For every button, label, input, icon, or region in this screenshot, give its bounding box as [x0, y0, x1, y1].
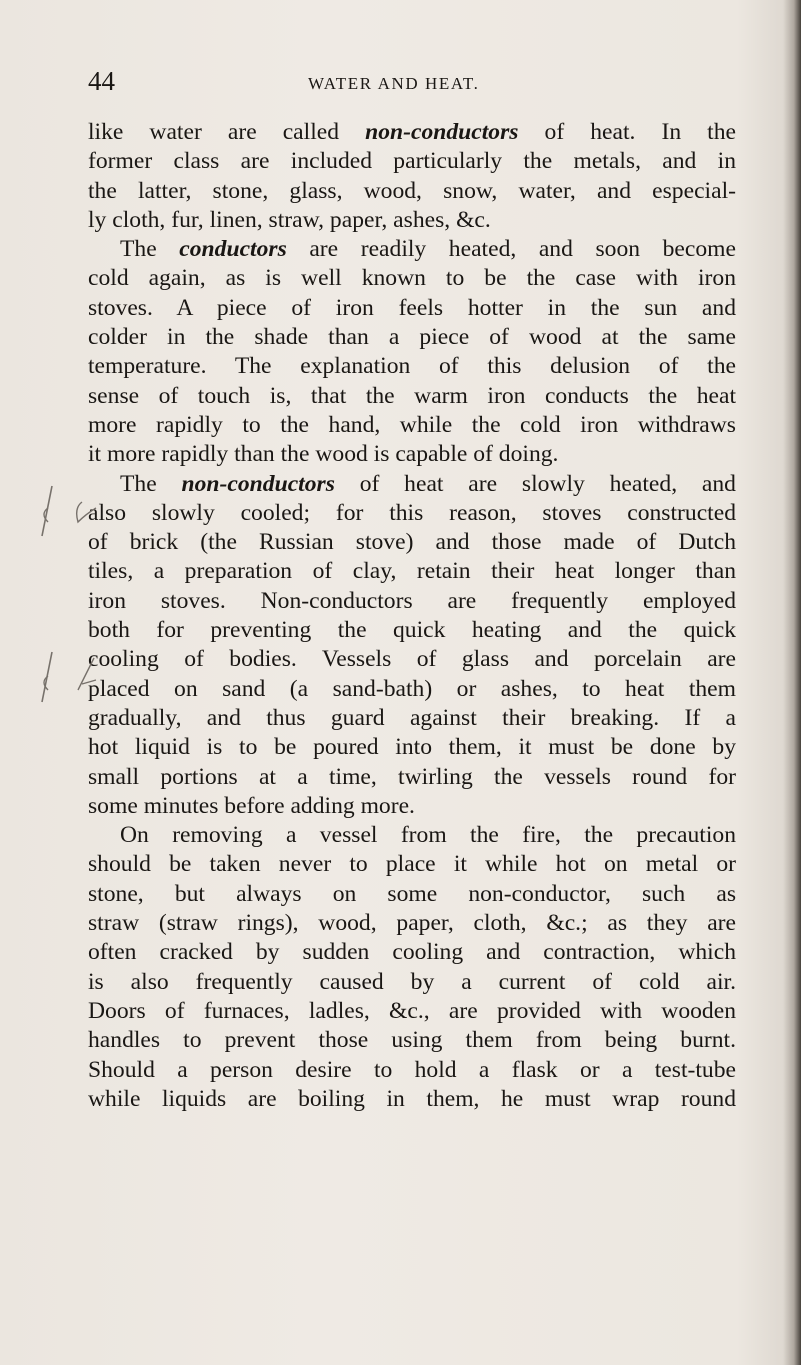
text-run: cold again, as is well known to be the case with iron [88, 265, 736, 292]
italic-term: non-conductors [181, 470, 335, 497]
text-line [88, 382, 736, 411]
text-line [88, 792, 736, 821]
text-run: stone, but always on some non-conductor, such as [88, 880, 736, 907]
text-run: handles to prevent those using them from being burnt. [88, 1027, 736, 1054]
text-line [88, 557, 736, 586]
italic-term: conductors [179, 236, 287, 263]
text-run: sense of touch is, that the warm iron conducts the heat [88, 382, 736, 409]
text-run: the latter, stone, glass, wood, snow, water, and especial- [88, 177, 736, 204]
text-line [88, 440, 736, 469]
text-line [88, 880, 736, 909]
text-run: placed on sand (a sand-bath) or ashes, to heat them [88, 675, 736, 702]
text-line [88, 968, 736, 997]
text-line [88, 1026, 736, 1055]
text-run: stoves. A piece of iron feels hotter in the sun and [88, 294, 736, 321]
text-run: Doors of furnaces, ladles, &c., are provided with wooden [88, 997, 736, 1024]
page-header [88, 66, 728, 100]
text-line [88, 323, 736, 352]
text-run: straw (straw rings), wood, paper, cloth, &c.; as they are [88, 910, 736, 937]
text-run: it more rapidly than the wood is capable of doing. [88, 441, 559, 468]
text-run: also slowly cooled; for this reason, stoves constructed [88, 499, 736, 526]
page-number: 44 [88, 66, 115, 96]
text-run: like water are called [88, 119, 366, 145]
text-line [88, 850, 736, 879]
text-line [88, 1056, 736, 1085]
text-run: should be taken never to place it while hot on metal or [88, 851, 736, 878]
text-line [88, 147, 736, 176]
text-run: some minutes before adding more. [88, 792, 415, 819]
text-run: while liquids are boiling in them, he must wrap round [88, 1085, 736, 1112]
pencil-mark-1 [38, 478, 108, 548]
text-run: The [120, 236, 180, 263]
text-line [88, 206, 736, 235]
text-run: of heat. In the [518, 119, 736, 145]
text-run: The [120, 470, 182, 497]
text-line [88, 294, 736, 323]
text-line [88, 645, 736, 674]
text-run: temperature. The explanation of this delusion of the [88, 353, 736, 380]
text-line [88, 235, 736, 264]
page-edge-shadow [783, 0, 801, 1365]
text-run: iron stoves. Non-conductors are frequently employed [88, 587, 736, 614]
text-run: both for preventing the quick heating and the quick [88, 617, 736, 644]
text-run: is also frequently caused by a current of cold air. [88, 968, 736, 995]
text-line [88, 470, 736, 499]
text-run: of heat are slowly heated, and [334, 470, 736, 497]
text-line [88, 616, 736, 645]
pencil-mark-2 [38, 640, 108, 710]
text-line [88, 499, 736, 528]
text-run: cooling of bodies. Vessels of glass and porcelain are [88, 646, 736, 673]
text-run: Should a person desire to hold a flask or a test-tube [88, 1056, 736, 1083]
text-run: more rapidly to the hand, while the cold iron withdraws [88, 411, 736, 438]
body-text [88, 118, 736, 1114]
running-head: WATER AND HEAT. [308, 74, 480, 93]
text-run: often cracked by sudden cooling and contraction, which [88, 939, 736, 966]
text-run: former class are included particularly the metals, and in [88, 148, 736, 175]
text-line [88, 733, 736, 762]
text-line [88, 587, 736, 616]
text-run: hot liquid is to be poured into them, it must be done by [88, 734, 736, 761]
text-line [88, 1085, 736, 1114]
text-run: On removing a vessel from the fire, the precaution [120, 822, 736, 849]
text-line [88, 909, 736, 938]
text-line [88, 763, 736, 792]
text-line [88, 528, 736, 557]
text-line [88, 821, 736, 850]
text-run: small portions at a time, twirling the vessels round for [88, 763, 736, 790]
text-line [88, 997, 736, 1026]
text-run: of brick (the Russian stove) and those made of Dutch [88, 529, 736, 556]
text-run: are readily heated, and soon become [286, 236, 736, 263]
text-run: gradually, and thus guard against their breaking. If a [88, 704, 736, 731]
italic-term: non-conductors [365, 119, 519, 145]
text-line [88, 938, 736, 967]
text-line [88, 675, 736, 704]
text-run: ly cloth, fur, linen, straw, paper, ashes, &c. [88, 206, 491, 233]
text-run: colder in the shade than a piece of wood at the same [88, 324, 736, 351]
text-line [88, 118, 736, 147]
text-line [88, 704, 736, 733]
text-line [88, 264, 736, 293]
text-line [88, 352, 736, 381]
text-line [88, 411, 736, 440]
text-run: tiles, a preparation of clay, retain their heat longer than [88, 558, 736, 585]
text-line [88, 177, 736, 206]
